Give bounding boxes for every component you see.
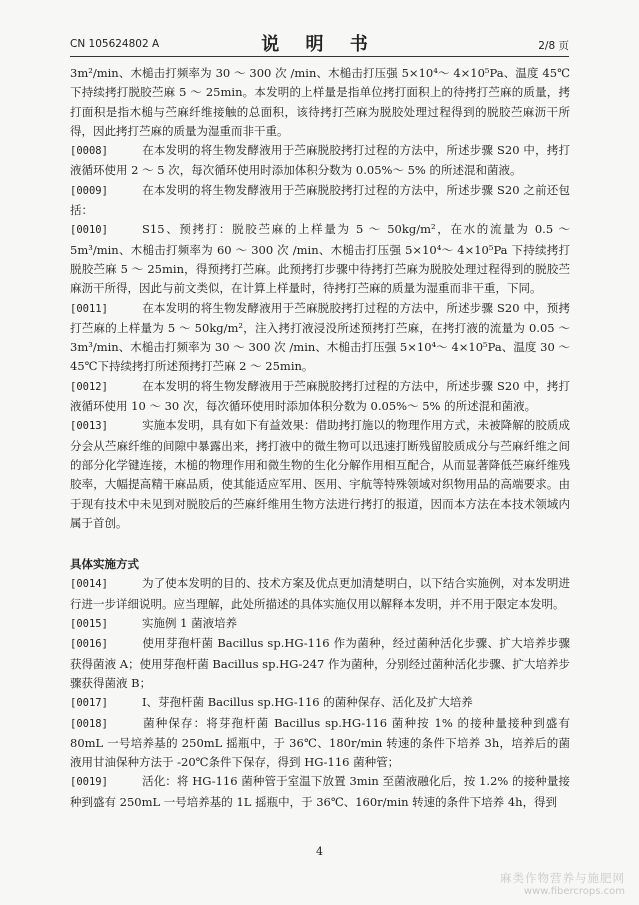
- paragraph-number: [0008]: [70, 145, 108, 158]
- document-body: [70, 64, 570, 812]
- paragraph-text: 实施本发明，具有如下有益效果：借助拷打施以的物理作用方式，未被降解的胶质成分会从苎麻纤维的间隙中暴露出来，拷打液中的微生物可以迅速打断残留胶质成分与苎麻纤维之间的部分化学键连接，木槌的物理作用和微生物的生化分解作用相互配合，从而显著降低苎麻纤维残胶率，大幅提高精干麻品质，使其能适应军用、医用、宇航等特殊领域对织物用品的高端要求。由于现有技术中未见到对脱胶后的苎麻纤维用生物方法进行拷打的报道，因而本方法在本技术领域内属于首创。: [70, 418, 570, 530]
- paragraph-number: [0018]: [70, 717, 108, 730]
- paragraph-text: S15、预拷打：脱胶苎麻的上样量为 5 ～ 50kg/m²，在水的流量为 0.5 ～ 5m³/min、木槌击打频率为 60 ～ 300 次 /min、木槌击打压强 5×10⁴～ 4×10⁵Pa 下持续拷打脱胶苎麻 5 ～ 25min，得预拷打苎麻。此预拷打步骤中待拷打苎麻为脱胶处理过程得到的脱胶苎麻沥干所得，因此与前文类似，在计算上样量时，待拷打苎麻的质量为湿重而非干重，下同。: [70, 222, 570, 296]
- paragraph-text: 活化：将 HG-116 菌种管于室温下放置 3min 至菌液融化后，按 1.2% 的接种量接种到盛有 250mL 一号培养基的 1L 摇瓶中，于 36℃、160r/min 转速的条件下培养 4h，得到: [70, 774, 570, 809]
- paragraph-number: [0017]: [70, 697, 108, 710]
- paragraph-number: [0012]: [70, 380, 108, 393]
- paragraph: [70, 181, 570, 221]
- paragraph-text: Ⅰ、芽孢杆菌 Bacillus sp.HG-116 的菌种保存、活化及扩大培养: [142, 695, 473, 710]
- paragraph: [70, 141, 570, 181]
- paragraph: [70, 64, 570, 141]
- paragraph: [70, 220, 570, 298]
- section-title: 具体实施方式: [70, 557, 139, 572]
- paragraph-number: [0019]: [70, 776, 108, 789]
- watermark-url: www.fibercrops.com: [523, 886, 625, 897]
- paragraph: [70, 614, 570, 634]
- paragraph-text: 在本发明的将生物发酵液用于苎麻脱胶拷打过程的方法中，所述步骤 S20 中，拷打液循环使用 2 ～ 5 次，每次循环使用时添加体积分数为 0.05%～ 5% 的所述混和菌液。: [70, 143, 570, 178]
- paragraph-number: [0015]: [70, 618, 108, 631]
- page-number: 4: [316, 845, 323, 858]
- paragraph-number: [0011]: [70, 302, 108, 315]
- page-info: 2/8 页: [538, 40, 569, 52]
- paragraph: [70, 634, 570, 693]
- paragraph: [70, 714, 570, 773]
- watermark-name: 麻类作物营养与施肥网: [500, 871, 625, 885]
- paragraph-number: [0009]: [70, 184, 108, 197]
- paragraph-number: [0016]: [70, 638, 108, 651]
- paragraph: [70, 772, 570, 812]
- paragraph-text: 在本发明的将生物发酵液用于苎麻脱胶拷打过程的方法中，所述步骤 S20 中，预拷打苎麻的上样量为 5 ～ 50kg/m²，注入拷打液浸没所述预拷打苎麻，在拷打液的流量为 0.05 ～ 3m³/min、木槌击打频率为 30 ～ 300 次 /min、木槌击打压强 5×10⁴～ 4×10⁵Pa、温度 30 ～ 45℃下持续拷打所述预拷打苎麻 2 ～ 25min。: [70, 300, 570, 374]
- page-header: [70, 30, 569, 57]
- paragraph-number: [0013]: [70, 420, 108, 433]
- paragraph-text: 在本发明的将生物发酵液用于苎麻脱胶拷打过程的方法中，所述步骤 S20 中，拷打液循环使用 10 ～ 30 次，每次循环使用时添加体积分数为 0.05%～ 5% 的所述混和菌液。: [70, 378, 570, 414]
- document-title: 说 明 书: [261, 34, 378, 55]
- document-number: CN 105624802 A: [70, 38, 160, 50]
- paragraph: [70, 693, 570, 713]
- paragraph-group-embodiments: [70, 574, 570, 812]
- paragraph-text: 实施例 1 菌液培养: [142, 616, 238, 631]
- paragraph: [70, 574, 570, 614]
- paragraph-text: 3m²/min、木槌击打频率为 30 ～ 300 次 /min、木槌击打压强 5×10⁴～ 4×10⁵Pa、温度 45℃下持续拷打脱胶苎麻 5 ～ 25min。本发明的上样量是指单位拷打面积上的待拷打苎麻的质量，拷打面积是指木槌与苎麻纤维接触的总面积，该待拷打苎麻为脱胶处理过程得到的脱胶苎麻沥干所得，因此拷打苎麻的质量为湿重而非干重。: [70, 66, 570, 138]
- paragraph-text: 在本发明的将生物发酵液用于苎麻脱胶拷打过程的方法中，所述步骤 S20 之前还包括：: [70, 182, 570, 218]
- watermark: [500, 870, 625, 897]
- paragraph-number: [0010]: [70, 224, 108, 237]
- paragraph-text: 使用芽孢杆菌 Bacillus sp.HG-116 作为菌种，经过菌种活化步骤、扩大培养步骤获得菌液 A；使用芽孢杆菌 Bacillus sp.HG-247 作为菌种，分别经过菌种活化步骤、扩大培养步骤获得菌液 B；: [70, 636, 570, 690]
- paragraph: [70, 416, 570, 533]
- paragraph: [70, 299, 570, 377]
- paragraph: [70, 377, 570, 417]
- paragraph-number: [0014]: [70, 578, 108, 591]
- paragraph-text: 为了使本发明的目的、技术方案及优点更加清楚明白，以下结合实施例，对本发明进行进一步详细说明。应当理解，此处所描述的具体实施仅用以解释本发明，并不用于限定本发明。: [70, 576, 570, 611]
- paragraph-group-summary: [70, 64, 570, 533]
- paragraph-text: 菌种保存：将芽孢杆菌 Bacillus sp.HG-116 菌种按 1% 的接种量接种到盛有 80mL 一号培养基的 250mL 摇瓶中，于 36℃、180r/min 转速的条件下培养 3h，培养后的菌液用甘油保种方法于 -20℃条件下保存，得到 HG-116 菌种管；: [70, 715, 570, 770]
